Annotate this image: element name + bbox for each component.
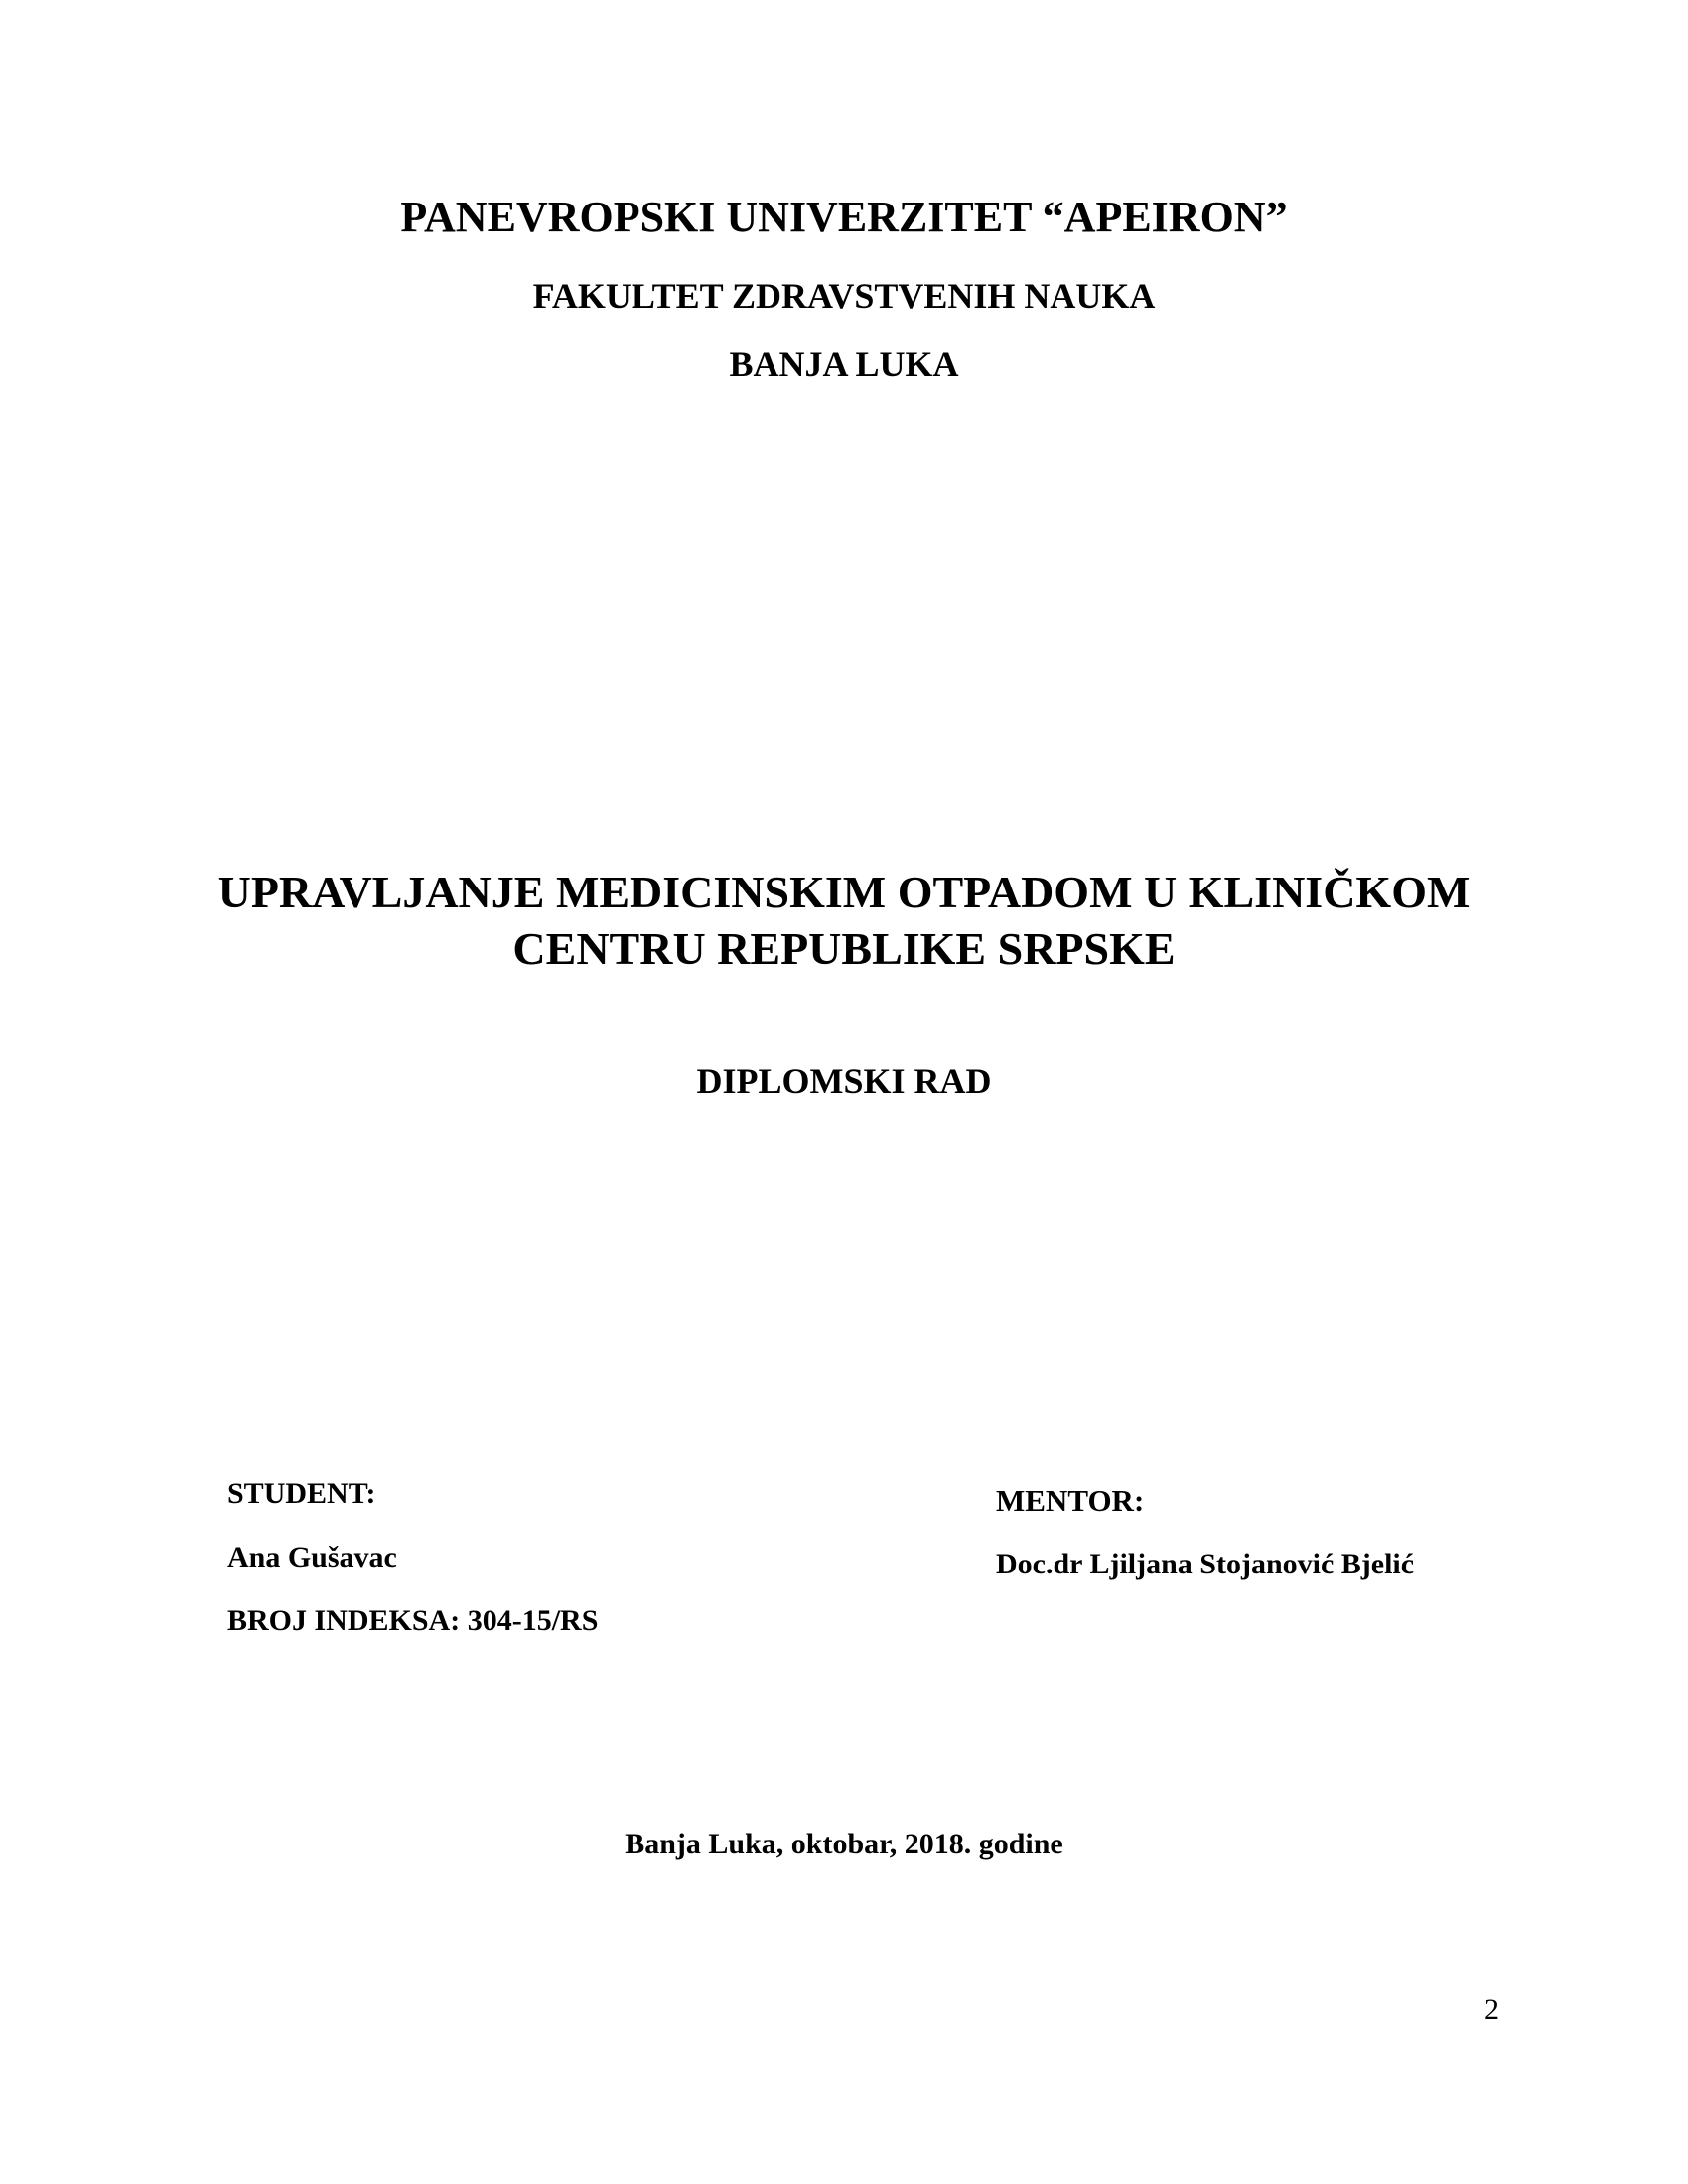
- thesis-title-line-2: CENTRU REPUBLIKE SRPSKE: [512, 923, 1176, 974]
- page-number: 2: [1484, 1993, 1499, 2026]
- mentor-label: MENTOR:: [996, 1483, 1145, 1518]
- thesis-title-line-1: UPRAVLJANJE MEDICINSKIM OTPADOM U KLINIČKOM: [217, 867, 1471, 917]
- student-label: STUDENT:: [227, 1477, 376, 1510]
- university-name: PANEVROPSKI UNIVERZITET “APEIRON”: [400, 193, 1288, 241]
- mentor-info: [996, 1481, 1414, 1584]
- city-name: BANJA LUKA: [729, 344, 959, 384]
- faculty-name: FAKULTET ZDRAVSTVENIH NAUKA: [532, 276, 1156, 316]
- student-name: Ana Gušavac: [227, 1541, 397, 1573]
- thesis-title: [0, 864, 1688, 977]
- date-line: Banja Luka, oktobar, 2018. godine: [625, 1828, 1063, 1860]
- student-index: BROJ INDEKSA: 304-15/RS: [227, 1604, 599, 1637]
- student-info: [227, 1474, 598, 1665]
- mentor-name: Doc.dr Ljiljana Stojanović Bjelić: [996, 1548, 1415, 1580]
- thesis-type: DIPLOMSKI RAD: [696, 1061, 992, 1101]
